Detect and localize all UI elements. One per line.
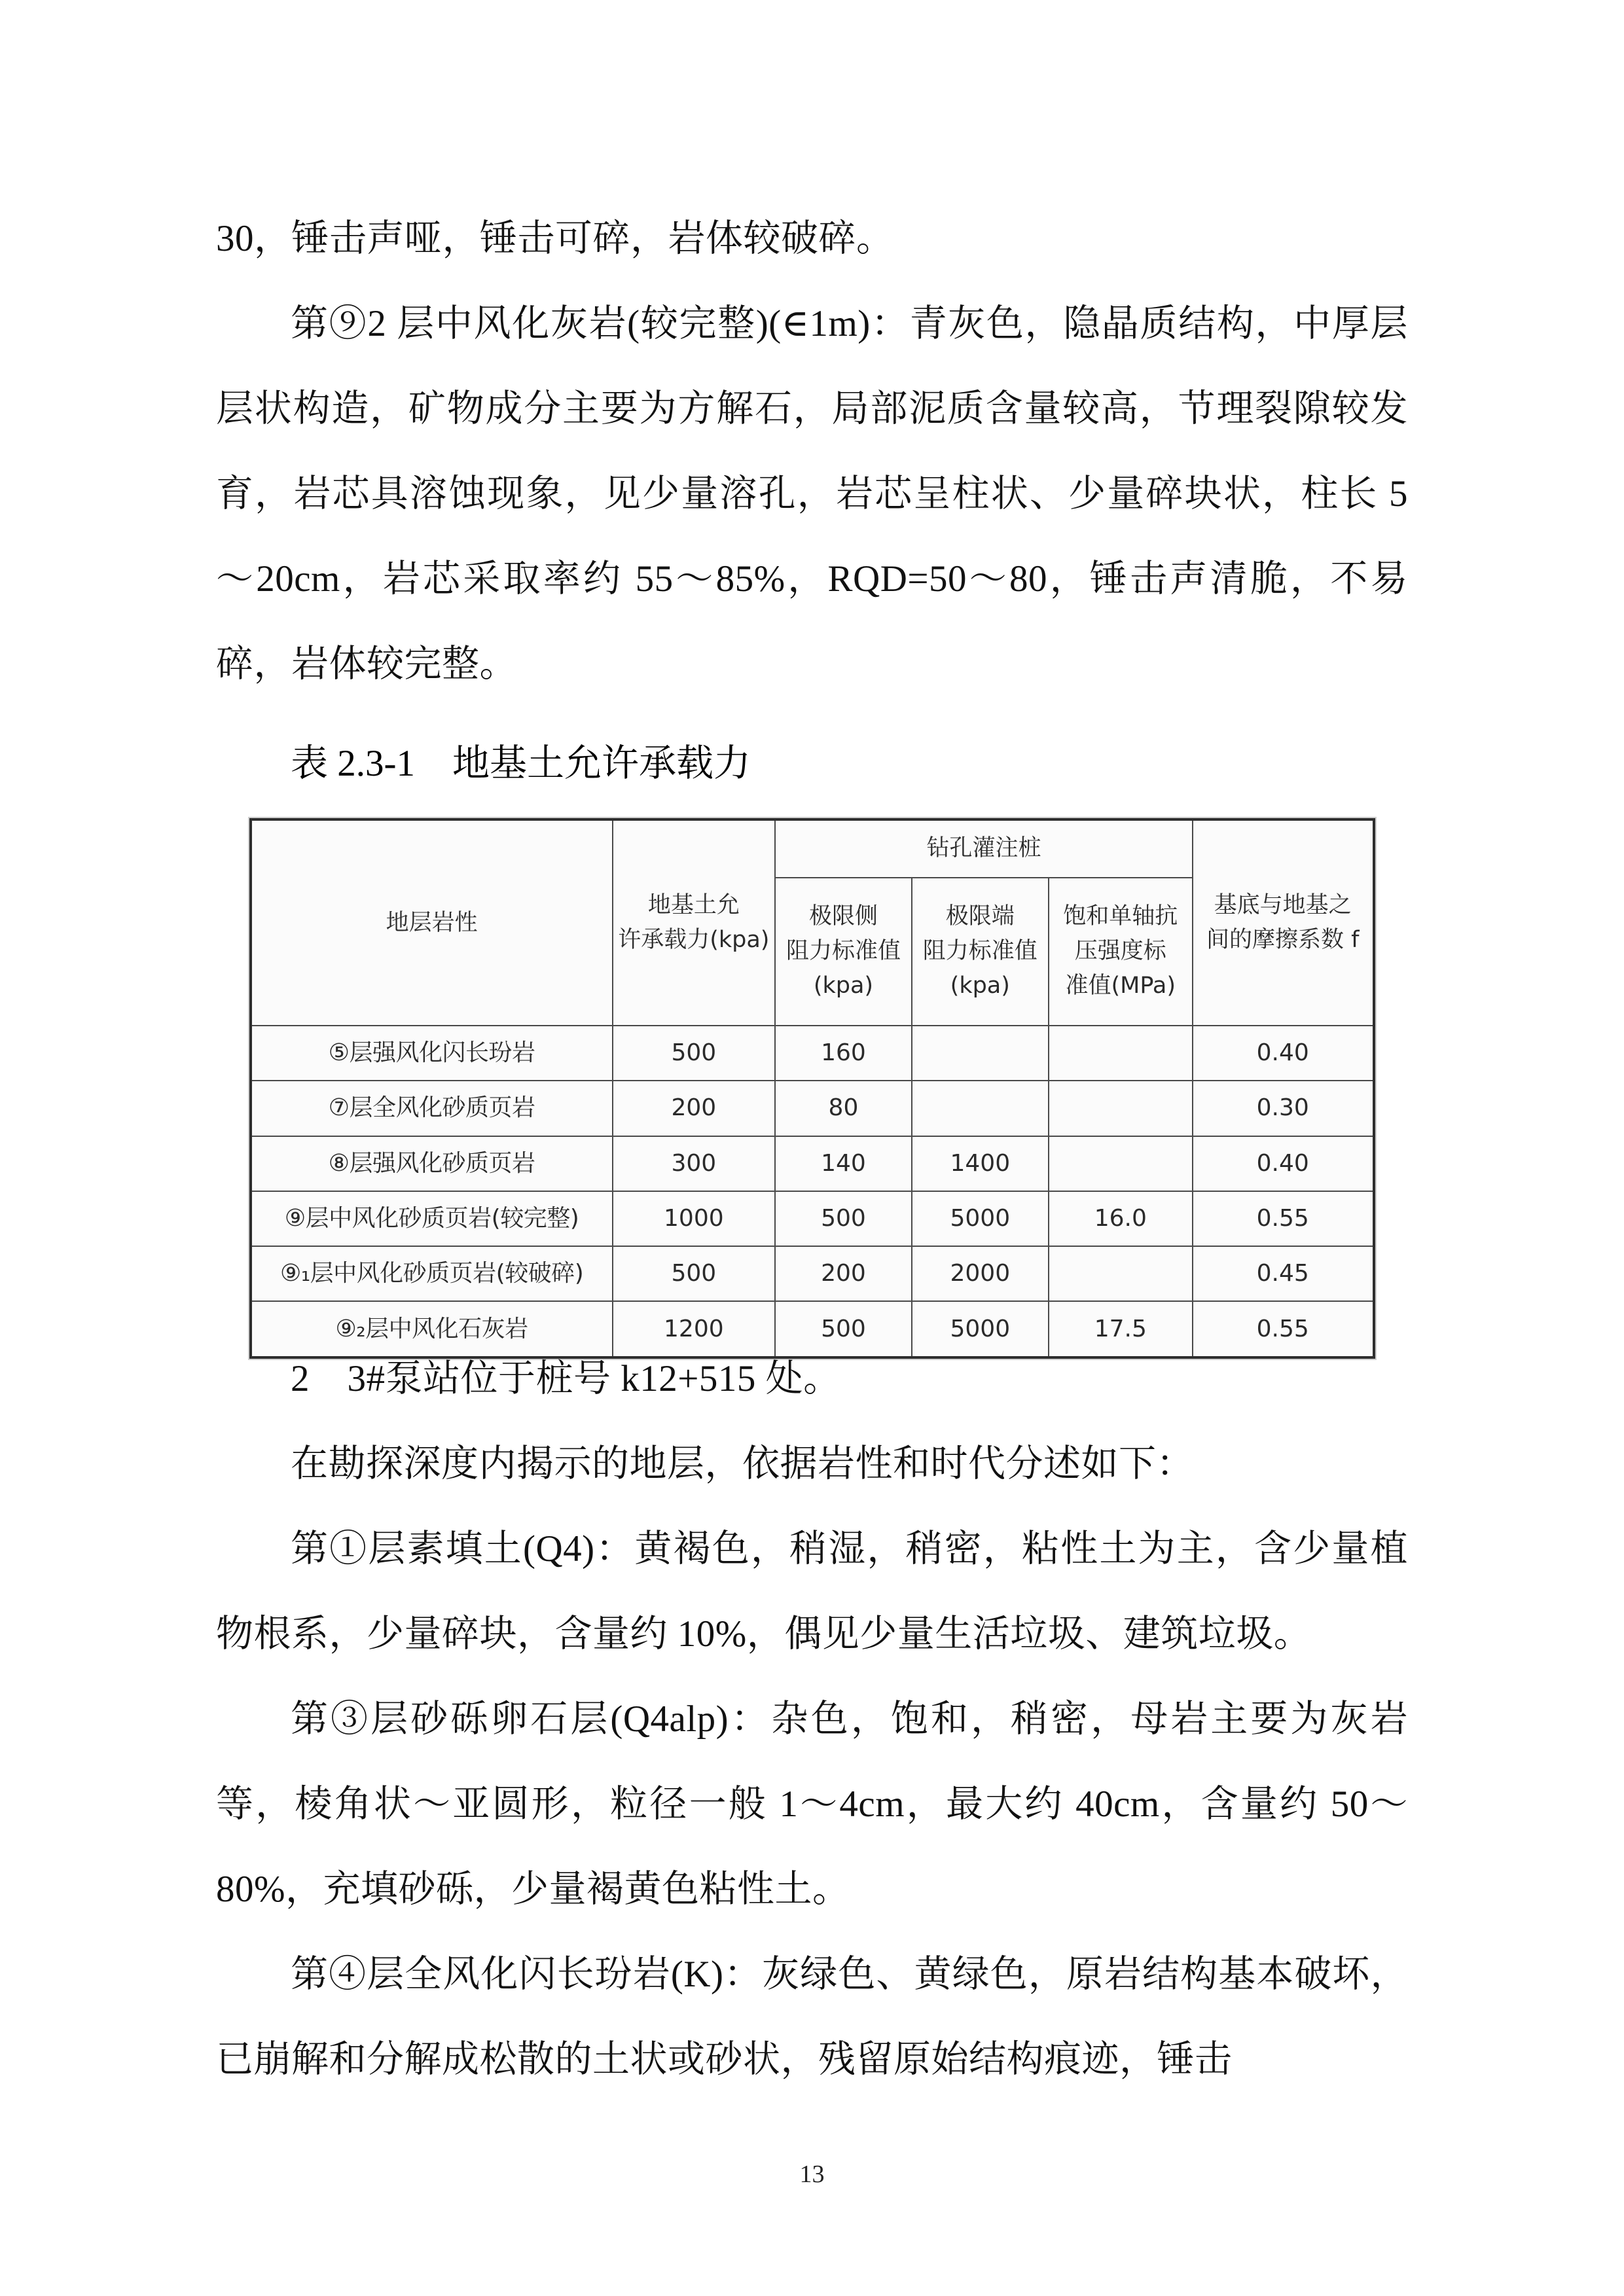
cell-friction: 0.30 <box>1193 1081 1374 1136</box>
cell-side-resist: 140 <box>775 1136 912 1191</box>
col-header-friction-line1: 基底与地基之 <box>1214 892 1352 918</box>
col-header-end-resistance-line2: 阻力标准值 <box>922 938 1038 965</box>
cell-side-resist: 80 <box>775 1081 912 1136</box>
col-header-ucs <box>1049 878 1193 1026</box>
cell-ucs: 16.0 <box>1049 1191 1193 1246</box>
page-number: 13 <box>799 2161 825 2188</box>
cell-stratum: ⑨₁层中风化砂质页岩(较破碎) <box>251 1246 613 1301</box>
paragraph-layer-9-2-limestone: 第⑨2 层中风化灰岩(较完整)(∈1m)：青灰色，隐晶质结构，中厚层层状构造，矿物成分主要为方解石，局部泥质含量较高，节理裂隙较发育，岩芯具溶蚀现象，见少量溶孔，岩芯呈柱状、少量碎块状，柱长 5～20cm，岩芯采取率约 55～85%，RQD=50～80，锤击声清脆，不易碎，岩体较完整。 <box>216 303 1408 685</box>
col-header-side-resistance-line1: 极限侧 <box>808 903 878 930</box>
paragraph-layer-1-fill: 第①层素填土(Q4)：黄褐色，稍湿，稍密，粘性土为主，含少量植物根系，少量碎块，含量约 10%，偶见少量生活垃圾、建筑垃圾。 <box>216 1528 1408 1655</box>
col-header-side-resistance-unit: (kpa) <box>813 973 874 999</box>
table-row <box>251 1191 1374 1246</box>
cell-end-resist: 1400 <box>912 1136 1049 1191</box>
cell-friction: 0.55 <box>1193 1301 1374 1357</box>
col-header-ucs-line2: 压强度标 <box>1074 938 1166 965</box>
cell-end-resist: 2000 <box>912 1246 1049 1301</box>
col-header-stratum: 地层岩性 <box>251 819 613 1026</box>
paragraph-pump-station-3: 2 3#泵站位于桩号 k12+515 处。 <box>291 1358 841 1399</box>
table-header <box>251 819 1374 1026</box>
cell-bearing: 1200 <box>613 1301 775 1357</box>
col-header-end-resistance-unit: (kpa) <box>950 973 1010 999</box>
paragraph-strata-intro: 在勘探深度内揭示的地层，依据岩性和时代分述如下： <box>291 1443 1194 1484</box>
cell-stratum: ⑧层强风化砂质页岩 <box>251 1136 613 1191</box>
table-body <box>251 1026 1374 1357</box>
cell-stratum: ⑨₂层中风化石灰岩 <box>251 1301 613 1357</box>
table-row <box>251 1081 1374 1136</box>
bearing-capacity-table <box>249 818 1375 1359</box>
table-row <box>251 1246 1374 1301</box>
cell-ucs <box>1049 1081 1193 1136</box>
cell-stratum: ⑤层强风化闪长玢岩 <box>251 1026 613 1081</box>
cell-friction: 0.40 <box>1193 1026 1374 1081</box>
table-header-row-1 <box>251 819 1374 878</box>
cell-friction: 0.40 <box>1193 1136 1374 1191</box>
col-header-friction-line2: 间的摩擦系数 f <box>1206 927 1360 953</box>
cell-bearing: 500 <box>613 1026 775 1081</box>
cell-ucs <box>1049 1026 1193 1081</box>
cell-ucs <box>1049 1136 1193 1191</box>
spacer <box>216 707 1408 721</box>
cell-stratum: ⑨层中风化砂质页岩(较完整) <box>251 1191 613 1246</box>
col-header-side-resistance <box>775 878 912 1026</box>
col-header-friction <box>1193 819 1374 1026</box>
cell-side-resist: 500 <box>775 1191 912 1246</box>
table-row <box>251 1136 1374 1191</box>
paragraph-continued-30: 30，锤击声哑，锤击可碎，岩体较破碎。 <box>216 218 894 259</box>
cell-end-resist: 5000 <box>912 1191 1049 1246</box>
table-container <box>216 818 1408 1342</box>
cell-side-resist: 500 <box>775 1301 912 1357</box>
cell-side-resist: 200 <box>775 1246 912 1301</box>
cell-end-resist <box>912 1081 1049 1136</box>
table-caption: 表 2.3-1 地基土允许承载力 <box>291 743 751 784</box>
col-header-bearing <box>613 819 775 1026</box>
col-header-ucs-line1: 饱和单轴抗 <box>1063 903 1178 930</box>
cell-friction: 0.55 <box>1193 1191 1374 1246</box>
cell-ucs <box>1049 1246 1193 1301</box>
col-header-bearing-line1: 地基土允 <box>647 892 740 918</box>
cell-friction: 0.45 <box>1193 1246 1374 1301</box>
cell-side-resist: 160 <box>775 1026 912 1081</box>
paragraph-layer-3-gravel: 第③层砂砾卵石层(Q4alp)：杂色，饱和，稍密，母岩主要为灰岩等，棱角状～亚圆形，粒径一般 1～4cm，最大约 40cm，含量约 50～80%，充填砂砾，少量褐黄色粘性土。 <box>216 1698 1408 1910</box>
col-header-bearing-line2: 许承载力(kpa) <box>618 927 770 953</box>
col-header-group-bored-pile: 钻孔灌注桩 <box>775 819 1193 878</box>
cell-stratum: ⑦层全风化砂质页岩 <box>251 1081 613 1136</box>
cell-ucs: 17.5 <box>1049 1301 1193 1357</box>
cell-end-resist <box>912 1026 1049 1081</box>
cell-bearing: 200 <box>613 1081 775 1136</box>
col-header-side-resistance-line2: 阻力标准值 <box>785 938 901 965</box>
cell-bearing: 500 <box>613 1246 775 1301</box>
col-header-end-resistance-line1: 极限端 <box>945 903 1015 930</box>
cell-bearing: 1000 <box>613 1191 775 1246</box>
col-header-ucs-unit: 准值(MPa) <box>1065 973 1176 999</box>
cell-bearing: 300 <box>613 1136 775 1191</box>
col-header-end-resistance <box>912 878 1049 1026</box>
cell-end-resist: 5000 <box>912 1301 1049 1357</box>
paragraph-layer-4-diorite: 第④层全风化闪长玢岩(K)：灰绿色、黄绿色，原岩结构基本破坏，已崩解和分解成松散的土状或砂状，残留原始结构痕迹，锤击 <box>216 1954 1408 2080</box>
table-row <box>251 1026 1374 1081</box>
